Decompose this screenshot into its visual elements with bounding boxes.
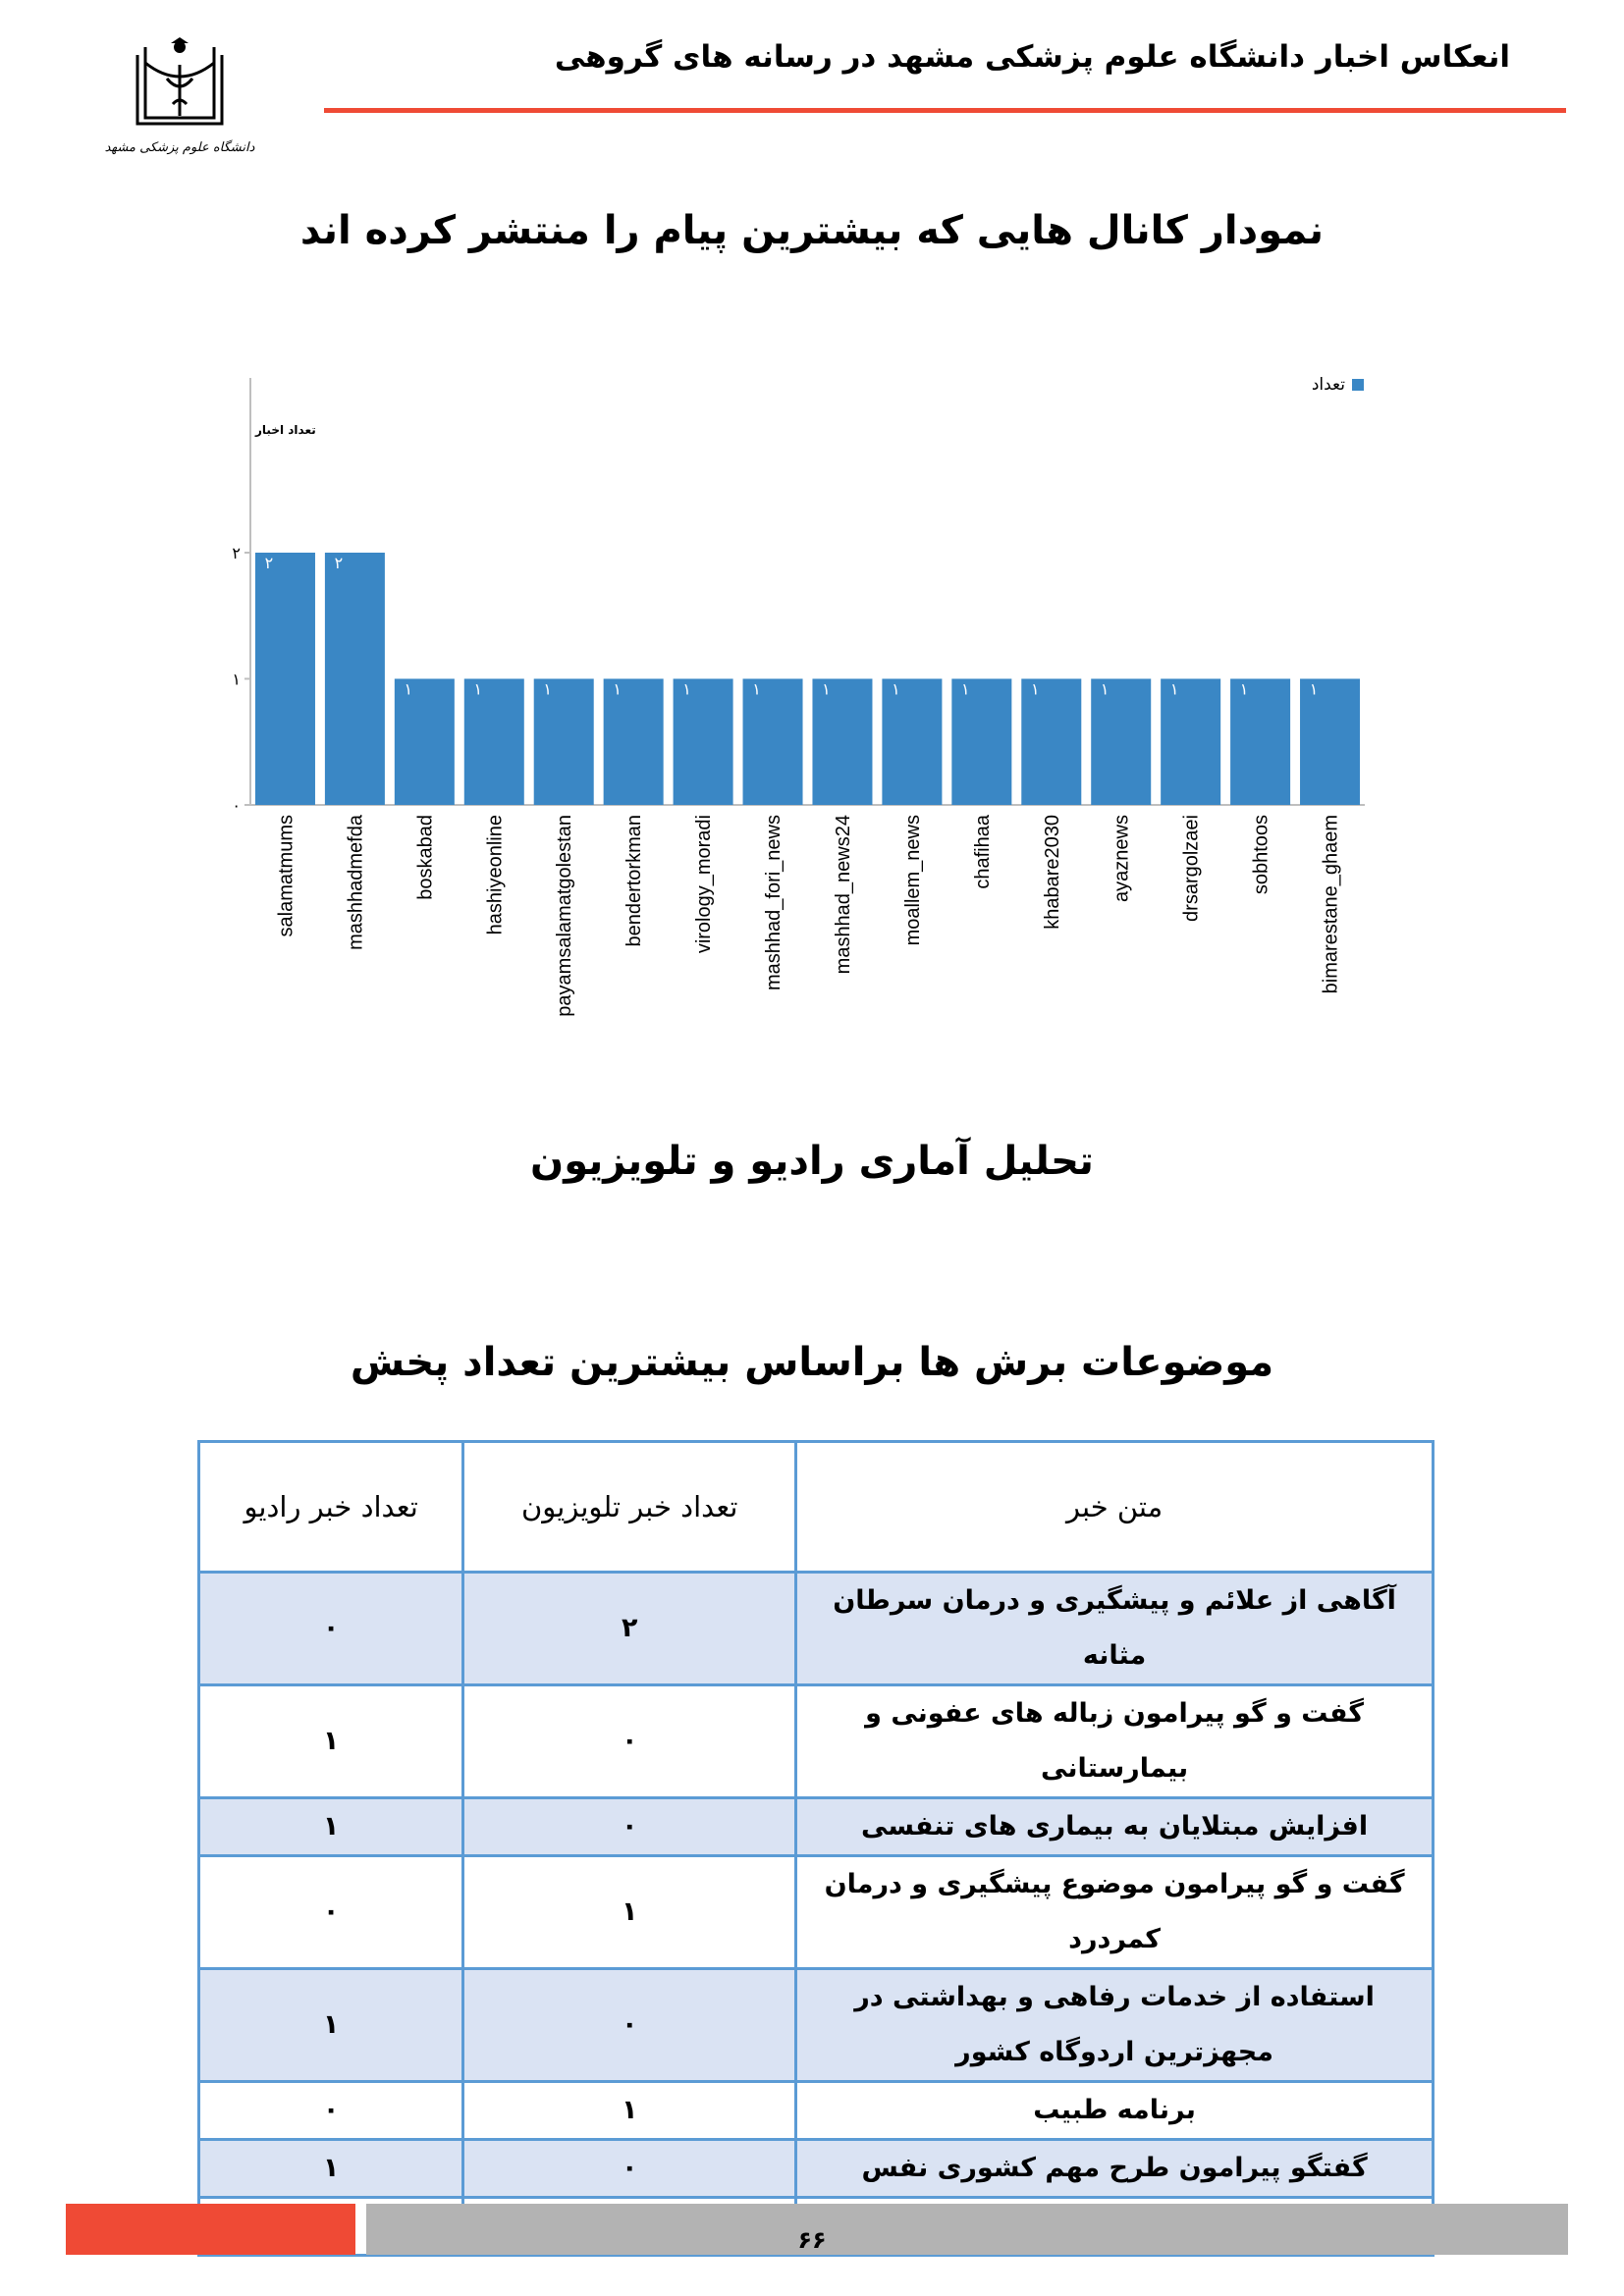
bar-value-label: ۱ [822,679,831,699]
x-tick-label: ayaznews [1110,815,1133,902]
x-tick-label: mashhadmefda [345,815,367,950]
table-row [199,1969,1434,2082]
cell-tv-count: ۱ [463,2082,796,2140]
cell-radio-count: ۱ [199,1685,463,1798]
cell-news-text: برنامه طبیب [796,2082,1434,2140]
x-tick-label: mashhad_news24 [832,815,854,975]
x-tick-label: hashiyeonline [484,815,507,935]
bar-value-label: ۱ [543,679,553,699]
header-news-text: متن خبر [796,1442,1434,1573]
cell-radio-count: ۱ [199,2140,463,2198]
table-row [199,2140,1434,2198]
chart-section-title: نمودار کانال هایی که بیشترین پیام را منتشر کرده اند [299,208,1325,253]
bar-value-label: ۱ [613,679,622,699]
university-logo [104,35,255,163]
x-tick-label: boskabad [414,815,437,900]
bar-value-label: ۱ [1169,679,1179,699]
cell-tv-count: ۱ [463,1856,796,1969]
cell-news-text: آگاهی از علائم و پیشگیری و درمان سرطان مثانه [796,1573,1434,1685]
bar-value-label: ۱ [404,679,413,699]
cell-news-text: گفتگو پیرامون طرح مهم کشوری نفس [796,2140,1434,2198]
x-tick-label: sobhtoos [1250,815,1272,895]
x-tick-label: mashhad_fori_news [763,815,785,990]
cell-radio-count: ۰ [199,1573,463,1685]
bar-value-label: ۱ [1030,679,1040,699]
legend-label: تعداد [1311,375,1345,395]
table-header-row [199,1442,1434,1573]
x-tick-label: chafihaa [971,815,994,889]
x-tick-label: moallem_news [901,815,924,946]
cell-news-text: گفت و گو پیرامون موضوع پیشگیری و درمان کمردرد [796,1856,1434,1969]
cell-radio-count: ۱ [199,1969,463,2082]
cell-news-text: استفاده از خدمات رفاهی و بهداشتی در مجهزترین اردوگاه کشور [796,1969,1434,2082]
bar-value-label: ۱ [961,679,970,699]
page-number: ۶۶ [797,2226,827,2254]
bar-value-label: ۲ [334,554,344,572]
table-row [199,2082,1434,2140]
bar-value-label: ۱ [892,679,900,699]
y-axis-label: تعداد اخبار [255,423,316,437]
page-header-title: انعکاس اخبار دانشگاه علوم پزشکی مشهد در رسانه های گروهی [554,39,1510,75]
table-row [199,1685,1434,1798]
x-tick-label: bendertorkman [623,815,646,947]
x-tick-label: drsargolzaei [1180,815,1203,922]
table-section-title: موضوعات برش ها براساس بیشترین تعداد پخش [350,1340,1274,1385]
cell-tv-count: ۲ [463,1573,796,1685]
header-divider [324,108,1566,113]
radio-tv-section-title: تحلیل آماری رادیو و تلویزیون [530,1139,1094,1184]
cell-tv-count: ۰ [463,1685,796,1798]
y-tick-label: ۰ [232,796,241,815]
bar-value-label: ۱ [1100,679,1110,699]
cell-tv-count: ۰ [463,1969,796,2082]
bar-value-label: ۲ [264,554,274,572]
bar-value-label: ۱ [682,679,691,699]
table-row [199,1856,1434,1969]
bar-value-label: ۱ [473,679,483,699]
cell-radio-count: ۰ [199,2082,463,2140]
table-row [199,1798,1434,1856]
broadcast-topics-table [197,1440,1435,2257]
bar-value-label: ۱ [1239,679,1249,699]
bar-salamatmums [255,553,315,805]
cell-radio-count: ۱ [199,1798,463,1856]
cell-news-text: گفت و گو پیرامون زباله های عفونی و بیمارستانی [796,1685,1434,1798]
cell-radio-count: ۰ [199,1856,463,1969]
x-tick-label: payamsalamatgolestan [554,815,576,1017]
cell-tv-count: ۰ [463,2140,796,2198]
x-tick-label: salamatmums [275,815,298,937]
x-tick-label: khabare2030 [1041,815,1063,930]
header-tv-count: تعداد خبر تلویزیون [463,1442,796,1573]
x-tick-label: bimarestane_ghaem [1320,815,1342,994]
header-radio-count: تعداد خبر رادیو [199,1442,463,1573]
legend-swatch [1352,379,1364,391]
table-row [199,1573,1434,1685]
bar-value-label: ۱ [1309,679,1319,699]
y-tick-label: ۲ [232,544,241,562]
channels-bar-chart [0,353,1624,1099]
bar-mashhadmefda [325,553,385,805]
y-tick-label: ۱ [232,669,241,689]
x-tick-label: virology_moradi [693,815,716,954]
svg-text:دانشگاه علوم پزشکی مشهد: دانشگاه علوم پزشکی مشهد [104,140,255,155]
bar-value-label: ۱ [752,679,761,699]
cell-tv-count: ۰ [463,1798,796,1856]
cell-news-text: افزایش مبتلایان به بیماری های تنفسی [796,1798,1434,1856]
